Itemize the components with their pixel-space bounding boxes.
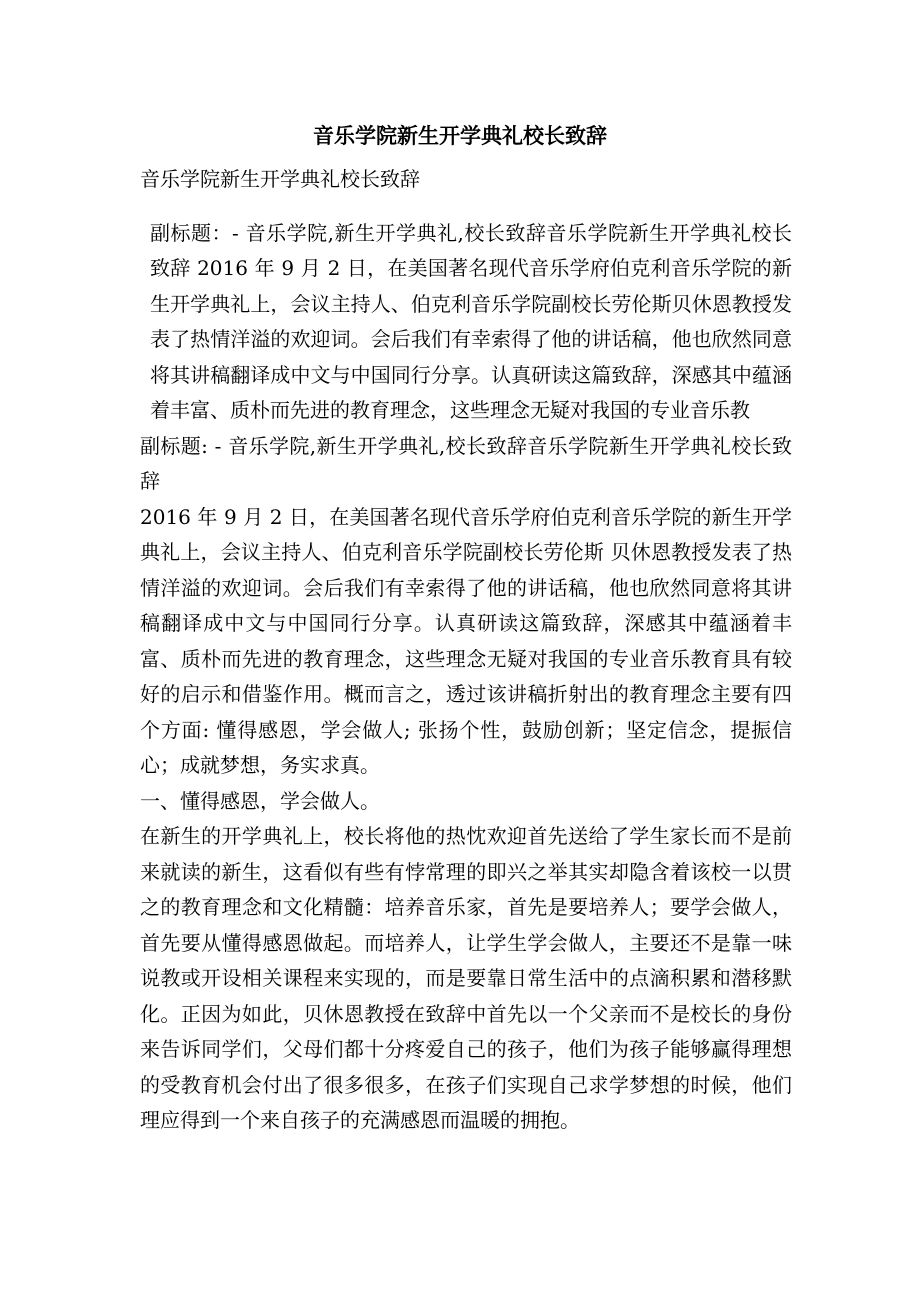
- document-title: 音乐学院新生开学典礼校长致辞: [313, 123, 607, 148]
- paragraph-summary: 副标题：- 音乐学院,新生开学典礼,校长致辞音乐学院新生开学典礼校长致辞 2016 年 9 月 2 日，在美国著名现代音乐学府伯克利音乐学院的新生开学典礼上，会议主持人、伯克利音乐学院副校长劳伦斯贝休恩教授发表了热情洋溢的欢迎词。会后我们有幸索得了他的讲话稿，他也欣然同意将其讲稿翻译成中文与中国同行分享。认真研读这篇致辞，深感其中蕴涵着丰富、质朴而先进的教育理念，这些理念无疑对我国的专业音乐教: [150, 220, 792, 422]
- document-body: [140, 162, 792, 1139]
- paragraph-subtitle: 副标题: - 音乐学院,新生开学典礼,校长致辞音乐学院新生开学典礼校长致辞: [140, 433, 792, 493]
- paragraph-heading-repeat: 音乐学院新生开学典礼校长致辞: [140, 167, 420, 191]
- section-heading-1: 一、懂得感恩，学会做人。: [140, 788, 380, 813]
- paragraph-introduction: 2016 年 9 月 2 日，在美国著名现代音乐学府伯克利音乐学院的新生开学典礼上，会议主持人、伯克利音乐学院副校长劳伦斯 贝休恩教授发表了热情洋溢的欢迎词。会后我们有幸索得了他的讲话稿，他也欣然同意将其讲稿翻译成中文与中国同行分享。认真研读这篇致辞，深感其中蕴涵着丰富、质朴而先进的教育理念，这些理念无疑对我国的专业音乐教育具有较好的启示和借鉴作用。概而言之，透过该讲稿折射出的教育理念主要有四个方面: 懂得感恩，学会做人; 张扬个性，鼓励创新；坚定信念，提振信心；成就梦想，务实求真。: [140, 504, 792, 777]
- paragraph-section-1: 在新生的开学典礼上，校长将他的热忱欢迎首先送给了学生家长而不是前来就读的新生，这看似有些有悖常理的即兴之举其实却隐含着该校一以贯之的教育理念和文化精髓：培养音乐家，首先是要培养人；要学会做人，首先要从懂得感恩做起。而培养人，让学生学会做人，主要还不是靠一味说教或开设相关课程来实现的，而是要靠日常生活中的点滴积累和潜移默化。正因为如此，贝休恩教授在致辞中首先以一个父亲而不是校长的身份来告诉同学们，父母们都十分疼爱自己的孩子，他们为孩子能够赢得理想的受教育机会付出了很多很多，在孩子们实现自己求学梦想的时候，他们理应得到一个来自孩子的充满感恩而温暖的拥抱。: [140, 824, 792, 1132]
